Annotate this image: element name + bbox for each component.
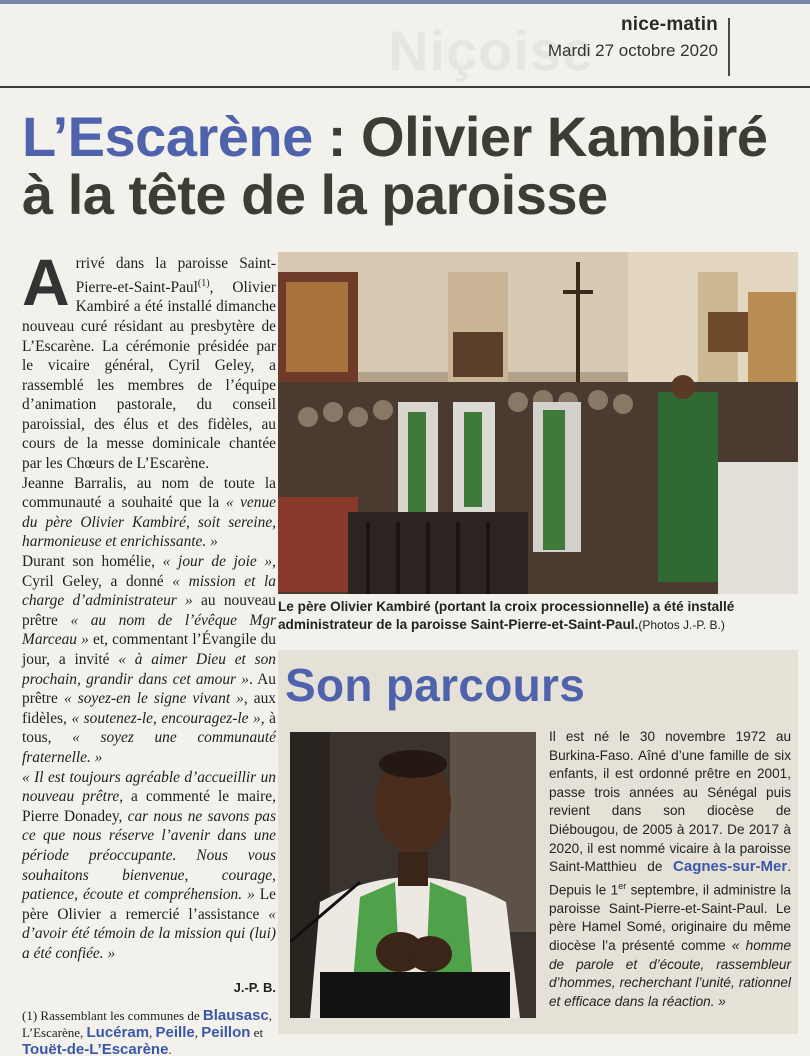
text: Le père Olivier a remercié l’assistance	[22, 886, 276, 923]
paragraph-3	[22, 552, 276, 768]
paragraph-1	[22, 245, 276, 474]
faded-background-lettering: Niçoise	[388, 19, 595, 82]
text: . Au prêtre	[22, 670, 276, 708]
masthead-divider	[728, 18, 730, 76]
quote: « homme de parole et d’écoute, rassembleur d’hommes, recherchant l’unité, rationnel et efficace dans la réaction. »	[549, 938, 791, 1009]
drop-cap: A	[22, 245, 70, 319]
headline-place: L’Escarène	[22, 105, 313, 168]
sidebar-title: Son parcours	[285, 659, 586, 711]
text: Il est né le 30 novembre 1972 au Burkina-Faso. Aîné d’une famille de six enfants, il est ordonné prêtre en 2001, passe trois années au Sénégal puis revient dans son diocèse de Diébougou, de 2005 à 2017. De 2017 à 2020, il est nommé vicaire à la paroisse Saint-Matthieu de	[549, 729, 791, 875]
quote: « à aimer Dieu et son prochain, grandir dans cet amour »	[22, 651, 276, 688]
photo-credit: (Photos J.-P. B.)	[638, 618, 725, 632]
masthead	[548, 14, 718, 61]
text: , Olivier Kambiré a été installé dimanche nouveau curé résidant au presbytère de L’Escarène. La cérémonie présidée par le vicaire général, Cyril Geley, a rassemblé les membres de l’équipe d’animation pastorale, du conseil paroissial, des élus et des fidèles, au cours de la messe dominicale chantée par les Chœurs de L’Escarène.	[22, 278, 276, 473]
priest-illustration	[290, 732, 536, 1018]
quote: « mission et la charge d’administrateur »	[22, 572, 276, 610]
footnote	[22, 1007, 276, 1056]
text: au nouveau prêtre	[22, 592, 276, 629]
author-signature: J.-P. B.	[233, 979, 276, 995]
text: rrivé dans la paroisse Saint-Pierre-et-Saint-Paul	[75, 255, 276, 296]
town-name: Peille	[155, 1024, 195, 1042]
paragraph-4	[22, 768, 276, 964]
quote: car nous ne savons pas ce que nous réserve l’avenir dans une période préoccupante. Nous vous souhaitons bienvenue, courage, patience, écoute et compréhension. »	[22, 807, 276, 904]
text: et	[250, 1025, 264, 1041]
quote: « d’avoir été témoin de la mission qui (lui) a été confiée. »	[22, 905, 276, 962]
town-name: Blausasc	[202, 1007, 269, 1025]
text: , a commenté le maire, Pierre Donadey,	[22, 788, 276, 825]
quote: « soyez une communauté fraternelle. »	[22, 729, 276, 766]
text: (1) Rassemblant les communes de	[22, 1008, 203, 1024]
text: , aux fidèles,	[22, 690, 276, 727]
caption-text: Le père Olivier Kambiré (portant la croix processionnelle) a été installé administrateur de la paroisse Saint-Pierre-et-Saint-Paul.	[278, 599, 735, 632]
headline-line-2: à la tête de la paroisse	[22, 163, 608, 226]
church-illustration	[278, 252, 798, 594]
quote: « soutenez-le, encouragez-le »	[71, 709, 261, 727]
header-rule	[0, 86, 810, 88]
town-name: Lucéram	[86, 1024, 150, 1042]
quote: « Il est toujours agréable d’accueillir un nouveau prêtre	[22, 768, 276, 806]
city-name: Cagnes-sur-Mer	[673, 858, 788, 876]
quote: « soyez-en le signe vivant »	[63, 690, 244, 708]
text: ,	[194, 1025, 202, 1041]
text: , à tous,	[22, 709, 276, 747]
priest-portrait-photo	[290, 732, 536, 1018]
article-body	[22, 245, 276, 1056]
town-name: Peillon	[201, 1024, 251, 1042]
quote: « venue du père Olivier Kambiré, soit sereine, harmonieuse et enrichissante. »	[22, 494, 276, 551]
photo-caption	[278, 598, 798, 634]
church-ceremony-photo	[278, 252, 798, 594]
text: .	[168, 1042, 172, 1056]
text: ,	[149, 1025, 156, 1041]
text: , L’Escarène,	[22, 1008, 273, 1041]
newspaper-name: nice-matin	[620, 14, 718, 35]
quote: « au nom de l’évêque Mgr Marceau »	[22, 611, 276, 649]
quote: « jour de joie »	[162, 553, 273, 571]
text: Durant son homélie,	[22, 553, 163, 571]
publication-date: Mardi 27 octobre 2020	[547, 41, 718, 60]
headline-name: : Olivier Kambiré	[312, 105, 768, 168]
footnote-ref: (1)	[197, 277, 210, 289]
paragraph-2	[22, 474, 276, 552]
text: . Depuis le 1	[549, 859, 791, 898]
headline	[22, 105, 802, 226]
text: Jeanne Barralis, au nom de toute la communauté a souhaité que la	[22, 474, 276, 512]
text: , Cyril Geley, a donné	[22, 553, 276, 590]
ordinal-suffix: er	[618, 880, 627, 891]
top-color-bar	[0, 0, 810, 4]
text: et, commentant l’Évangile du jour, a invité	[22, 631, 276, 668]
sidebar-biography	[549, 728, 791, 1011]
town-name: Touët-de-L’Escarène	[22, 1041, 169, 1056]
text: septembre, il administre la paroisse Saint-Pierre-et-Saint-Paul. Le père Hamel Somé, originaire du même diocèse l’a présenté comme	[549, 882, 791, 954]
